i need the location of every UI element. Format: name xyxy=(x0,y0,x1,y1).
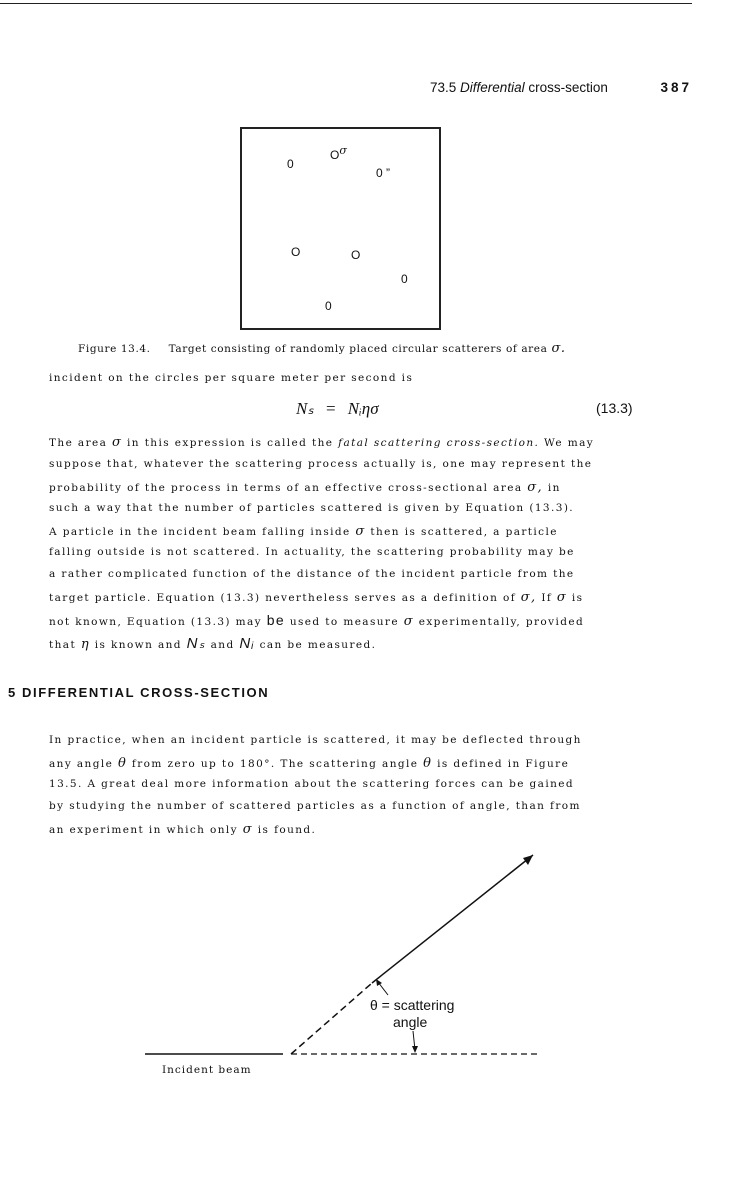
scatterer: O xyxy=(291,245,301,259)
text: in xyxy=(543,482,561,494)
sigma-symbol: σ xyxy=(355,524,366,539)
text: in this expression is called the xyxy=(122,437,339,449)
ni-symbol: Nᵢ xyxy=(239,635,255,652)
text: is defined in Figure xyxy=(432,758,570,770)
sigma-symbol: σ xyxy=(112,435,123,450)
text: from zero up to 180°. The scattering angle xyxy=(127,758,424,770)
paragraph-line: such a way that the number of particles scattered is given by Equation (13.3). xyxy=(49,502,575,514)
text: experimentally, provided xyxy=(413,616,585,628)
text: used to measure xyxy=(285,616,404,628)
sigma-symbol: σ xyxy=(339,144,347,157)
text: any angle xyxy=(49,758,118,770)
text: then is scattered, a particle xyxy=(365,526,558,538)
text: that xyxy=(49,639,81,651)
equation-equals: = xyxy=(325,399,336,418)
eta-symbol: η xyxy=(80,637,91,652)
sigma-symbol: σ, xyxy=(520,590,537,605)
ns-symbol: Nₛ xyxy=(186,635,206,652)
text: not known, Equation (13.3) may xyxy=(49,616,267,628)
text: probability of the process in terms of an effective cross-sectional area xyxy=(49,482,528,494)
section-title-italic: Differential xyxy=(460,80,525,95)
marker-o: O xyxy=(330,148,340,162)
section-title-rest: cross-section xyxy=(528,80,608,95)
paragraph-line: 13.5. A great deal more information about the scattering forces can be gained xyxy=(49,778,574,790)
scatterer: 0 xyxy=(401,272,408,286)
caption-label: Figure 13.4. xyxy=(78,343,151,355)
text: be xyxy=(266,612,286,628)
text: and xyxy=(205,639,240,651)
sigma-symbol: σ xyxy=(403,614,414,629)
text: The area xyxy=(49,437,113,449)
text-before-equation: incident on the circles per square meter per second is xyxy=(49,372,414,384)
text: target particle. Equation (13.3) nevertheless serves as a definition of xyxy=(49,592,521,604)
incident-beam-label: Incident beam xyxy=(162,1064,252,1076)
sigma-symbol: σ xyxy=(556,590,568,605)
page-number: 387 xyxy=(660,80,692,95)
caption-symbol: σ. xyxy=(551,341,566,356)
text: an experiment in which only xyxy=(49,824,243,836)
scatterer: O xyxy=(351,248,361,262)
text: is known and xyxy=(90,639,187,651)
text: A particle in the incident beam falling inside xyxy=(49,526,356,538)
theta-symbol: θ xyxy=(423,756,433,771)
paragraph-line: falling outside is not scattered. In actuality, the scattering probability may be xyxy=(49,546,575,558)
scatterer: 0 xyxy=(287,157,294,171)
theta-symbol: θ xyxy=(117,756,128,771)
paragraph-line: a rather complicated function of the distance of the incident particle from the xyxy=(49,568,575,580)
angle-label-line2: angle xyxy=(393,1014,428,1030)
pointer-head xyxy=(376,979,382,986)
text: If xyxy=(536,592,557,604)
caption-text: Target consisting of randomly placed circular scatterers of area xyxy=(168,343,548,355)
angle-label-line1: θ = scattering xyxy=(370,997,455,1013)
equation-number: (13.3) xyxy=(596,400,633,416)
paragraph-line: In practice, when an incident particle is scattered, it may be deflected through xyxy=(49,734,582,746)
scattered-path-solid xyxy=(372,855,533,983)
section-heading: 5 DIFFERENTIAL CROSS-SECTION xyxy=(8,685,270,700)
section-number: 73.5 xyxy=(430,80,457,95)
text: can be measured. xyxy=(254,639,377,651)
text: is xyxy=(567,592,584,604)
paragraph-line: suppose that, whatever the scattering process actually is, one may represent the xyxy=(49,458,593,470)
scattered-path-dashed xyxy=(291,983,372,1054)
pointer-head xyxy=(412,1046,418,1053)
sigma-symbol: σ xyxy=(242,822,254,837)
arrowhead xyxy=(523,855,533,865)
emphasis-term: fatal scattering cross-section. xyxy=(338,437,540,449)
paragraph-line: by studying the number of scattered particles as a function of angle, than from xyxy=(49,800,581,812)
text: We may xyxy=(539,437,595,449)
scatterer: 0 ” xyxy=(376,166,391,180)
text: is found. xyxy=(253,824,317,836)
equation-rhs: Nᵢησ xyxy=(347,399,379,418)
equation-lhs: Nₛ xyxy=(296,399,314,418)
sigma-symbol: σ, xyxy=(527,480,544,495)
scatterer: 0 xyxy=(325,299,332,313)
